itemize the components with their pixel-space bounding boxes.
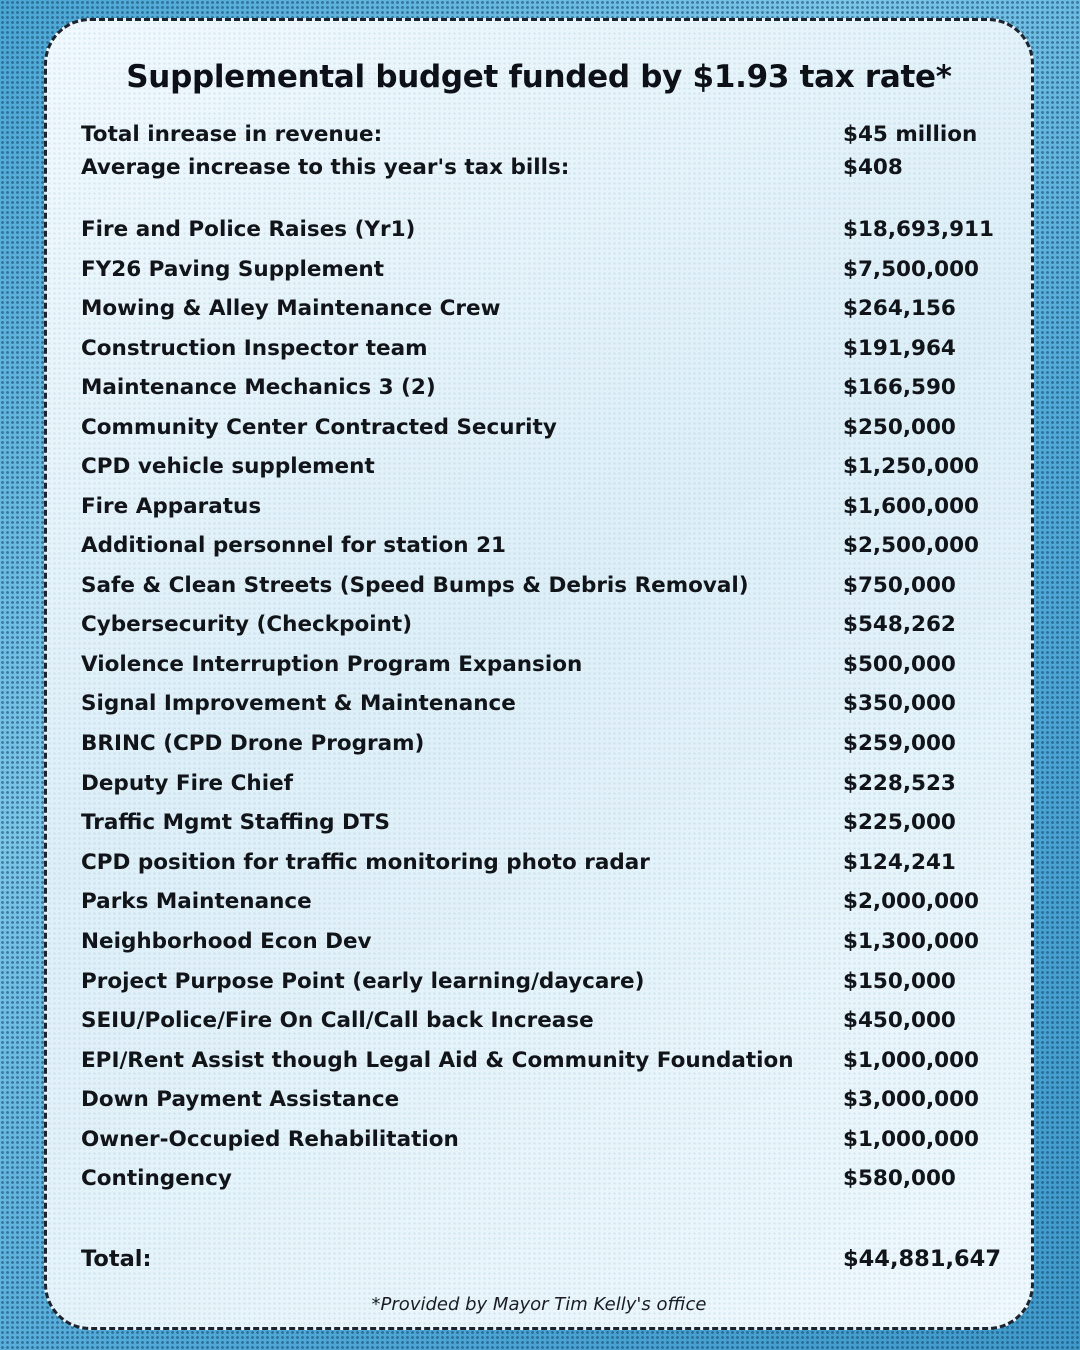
item-amount: $1,000,000 bbox=[843, 1127, 980, 1152]
budget-item-row bbox=[81, 411, 1011, 445]
item-label: Maintenance Mechanics 3 (2) bbox=[81, 375, 436, 400]
item-amount: $750,000 bbox=[843, 573, 956, 598]
budget-item-row bbox=[81, 687, 1011, 721]
item-label: BRINC (CPD Drone Program) bbox=[81, 731, 425, 756]
summary-value: $45 million bbox=[843, 122, 978, 147]
budget-item-row bbox=[81, 965, 1011, 999]
budget-item-row bbox=[81, 1083, 1011, 1117]
item-amount: $18,693,911 bbox=[843, 217, 994, 242]
item-amount: $2,000,000 bbox=[843, 889, 980, 914]
item-label: Owner-Occupied Rehabilitation bbox=[81, 1127, 459, 1152]
budget-item-row bbox=[81, 608, 1011, 642]
budget-item-row bbox=[81, 648, 1011, 682]
item-amount: $1,300,000 bbox=[843, 929, 980, 954]
item-label: Construction Inspector team bbox=[81, 336, 428, 361]
budget-item-row bbox=[81, 1004, 1011, 1038]
item-amount: $350,000 bbox=[843, 691, 956, 716]
summary-label: Total inrease in revenue: bbox=[81, 122, 383, 147]
budget-item-row bbox=[81, 529, 1011, 563]
summary-value: $408 bbox=[843, 155, 903, 180]
budget-item-row bbox=[81, 371, 1011, 405]
budget-item-row bbox=[81, 213, 1011, 247]
budget-item-row bbox=[81, 727, 1011, 761]
budget-item-row bbox=[81, 1162, 1011, 1196]
item-amount: $548,262 bbox=[843, 612, 956, 637]
item-amount: $1,000,000 bbox=[843, 1048, 980, 1073]
item-label: Deputy Fire Chief bbox=[81, 771, 294, 796]
item-label: FY26 Paving Supplement bbox=[81, 257, 385, 282]
item-amount: $2,500,000 bbox=[843, 533, 980, 558]
item-amount: $225,000 bbox=[843, 810, 956, 835]
budget-item-row bbox=[81, 490, 1011, 524]
item-amount: $166,590 bbox=[843, 375, 956, 400]
item-label: Safe & Clean Streets (Speed Bumps & Debris Removal) bbox=[81, 573, 749, 598]
item-amount: $259,000 bbox=[843, 731, 956, 756]
item-amount: $1,250,000 bbox=[843, 454, 980, 479]
item-amount: $500,000 bbox=[843, 652, 956, 677]
budget-item-row bbox=[81, 846, 1011, 880]
item-label: Traffic Mgmt Staffing DTS bbox=[81, 810, 390, 835]
item-amount: $150,000 bbox=[843, 969, 956, 994]
item-label: Mowing & Alley Maintenance Crew bbox=[81, 296, 501, 321]
item-amount: $124,241 bbox=[843, 850, 956, 875]
summary-row-revenue bbox=[81, 118, 1011, 152]
item-amount: $191,964 bbox=[843, 336, 956, 361]
summary-label: Average increase to this year's tax bills: bbox=[81, 155, 570, 180]
budget-item-row bbox=[81, 885, 1011, 919]
item-label: Neighborhood Econ Dev bbox=[81, 929, 372, 954]
item-amount: $580,000 bbox=[843, 1166, 956, 1191]
item-label: Signal Improvement & Maintenance bbox=[81, 691, 516, 716]
item-amount: $228,523 bbox=[843, 771, 956, 796]
total-row bbox=[81, 1242, 1011, 1276]
item-amount: $450,000 bbox=[843, 1008, 956, 1033]
item-label: CPD position for traffic monitoring photo radar bbox=[81, 850, 650, 875]
budget-card bbox=[44, 18, 1034, 1330]
item-amount: $264,156 bbox=[843, 296, 956, 321]
budget-item-row bbox=[81, 569, 1011, 603]
item-label: CPD vehicle supplement bbox=[81, 454, 375, 479]
item-label: Parks Maintenance bbox=[81, 889, 312, 914]
item-label: Additional personnel for station 21 bbox=[81, 533, 506, 558]
item-label: SEIU/Police/Fire On Call/Call back Increase bbox=[81, 1008, 594, 1033]
item-label: Down Payment Assistance bbox=[81, 1087, 400, 1112]
budget-item-row bbox=[81, 253, 1011, 287]
budget-item-row bbox=[81, 1123, 1011, 1157]
item-label: Cybersecurity (Checkpoint) bbox=[81, 612, 413, 637]
item-label: Violence Interruption Program Expansion bbox=[81, 652, 583, 677]
item-amount: $3,000,000 bbox=[843, 1087, 980, 1112]
page-title: Supplemental budget funded by $1.93 tax rate* bbox=[126, 59, 952, 95]
budget-item-row bbox=[81, 806, 1011, 840]
item-label: Contingency bbox=[81, 1166, 232, 1191]
budget-item-row bbox=[81, 1044, 1011, 1078]
item-amount: $7,500,000 bbox=[843, 257, 980, 282]
item-amount: $250,000 bbox=[843, 415, 956, 440]
item-label: Community Center Contracted Security bbox=[81, 415, 557, 440]
item-label: EPI/Rent Assist though Legal Aid & Community Foundation bbox=[81, 1048, 794, 1073]
budget-item-row bbox=[81, 767, 1011, 801]
summary-row-tax-bill bbox=[81, 151, 1011, 185]
item-label: Fire and Police Raises (Yr1) bbox=[81, 217, 416, 242]
total-label: Total: bbox=[81, 1246, 152, 1272]
item-amount: $1,600,000 bbox=[843, 494, 980, 519]
budget-item-row bbox=[81, 332, 1011, 366]
total-amount: $44,881,647 bbox=[843, 1246, 1001, 1272]
budget-item-row bbox=[81, 292, 1011, 326]
item-label: Project Purpose Point (early learning/daycare) bbox=[81, 969, 645, 994]
item-label: Fire Apparatus bbox=[81, 494, 262, 519]
footnote: *Provided by Mayor Tim Kelly's office bbox=[371, 1294, 707, 1315]
budget-item-row bbox=[81, 450, 1011, 484]
budget-item-row bbox=[81, 925, 1011, 959]
